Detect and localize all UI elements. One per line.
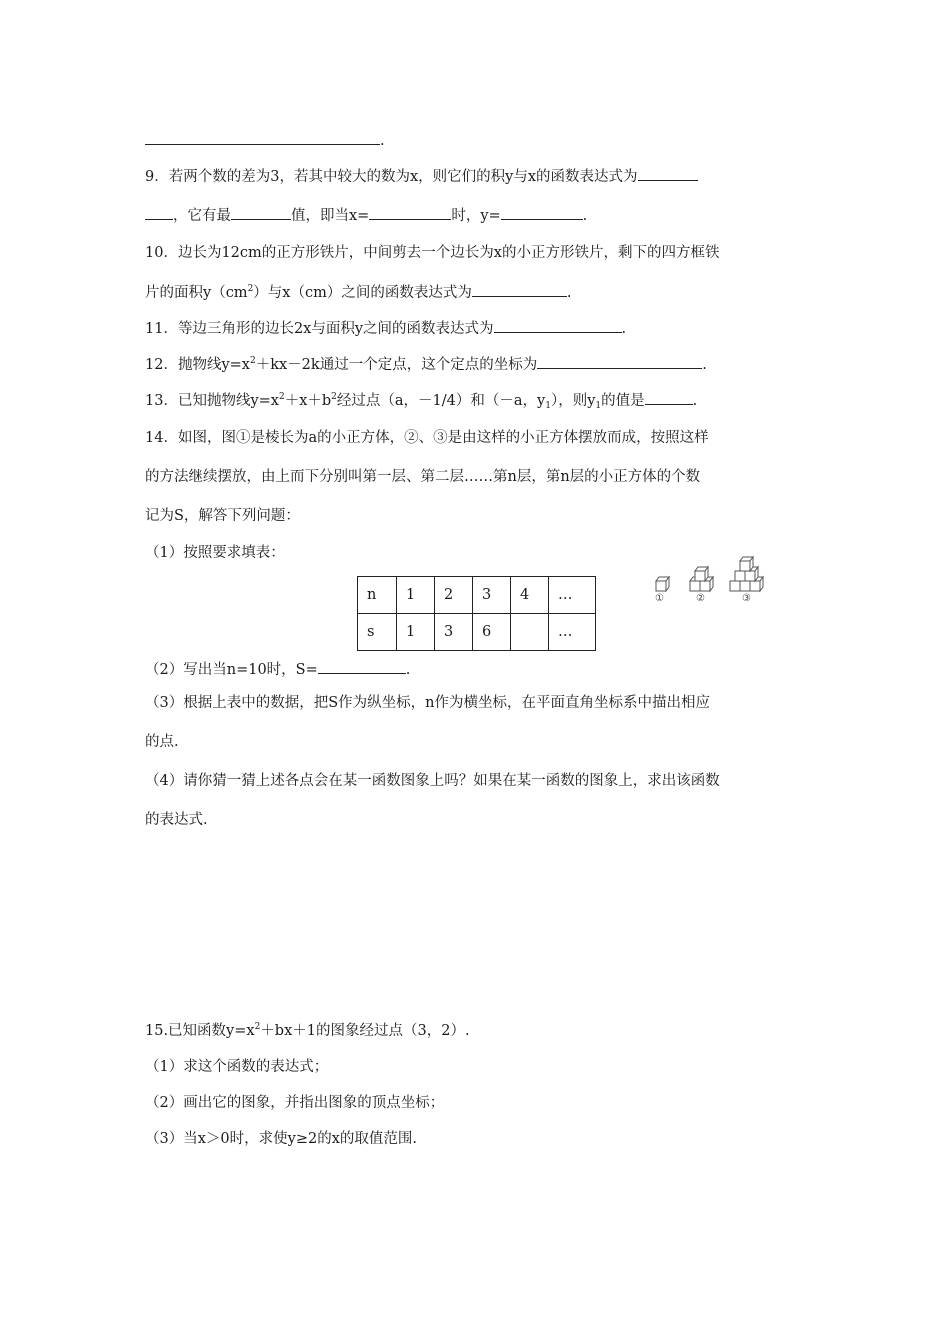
question-14-part-4-line-2: 的表达式. <box>145 812 208 828</box>
table-cell: … <box>549 614 596 651</box>
answer-blank[interactable] <box>318 659 406 674</box>
question-14-part-1: （1）按照要求填表： <box>145 545 285 561</box>
question-15-part-1: （1）求这个函数的表达式； <box>145 1059 329 1075</box>
question-14-line-3: 记为S，解答下列问题： <box>145 508 300 524</box>
answer-blank[interactable] <box>494 318 622 333</box>
question-10-line-1: 10．边长为12cm的正方形铁片，中间剪去一个边长为x的小正方形铁片，剩下的四方框铁 <box>145 245 720 261</box>
table-cell: … <box>549 577 596 614</box>
question-14-part-3-line-2: 的点. <box>145 734 179 750</box>
answer-blank[interactable] <box>645 390 693 405</box>
table-row <box>358 614 596 651</box>
question-15-part-2: （2）画出它的图象，并指出图象的顶点坐标； <box>145 1095 445 1111</box>
question-13: 13．已知抛物线$y=x^2+x+b^2$经过点（a，－1/4）和（－a，$y_1$），则$y_1$的值是 . <box>145 392 698 411</box>
table-cell: 3 <box>473 577 511 614</box>
question-14-line-1: 14．如图，图①是棱长为a的小正方体，②、③是由这样的小正方体摆放而成，按照这样 <box>145 430 709 446</box>
fill-in-table <box>357 576 596 651</box>
question-9-line-1: 9．若两个数的差为3，若其中较大的数为x，则它们的积y与x的函数表达式为 <box>145 166 698 187</box>
table-cell: 1 <box>397 614 435 651</box>
table-row <box>358 577 596 614</box>
question-10-line-2: 片的面积$y(cm^2)$与x（cm）之间的函数表达式为 . <box>145 284 572 301</box>
answer-blank[interactable] <box>145 205 173 220</box>
figure-label-2: ② <box>696 593 705 604</box>
question-14-line-2: 的方法继续摆放，由上而下分别叫第一层、第二层……第n层，第n层的小正方体的个数 <box>145 469 701 485</box>
cube-icon <box>730 557 763 591</box>
table-cell: 3 <box>435 614 473 651</box>
question-15: 15.已知函数$y=x^2+bx+1$的图象经过点（3，2）. <box>145 1022 470 1039</box>
table-cell: n <box>358 577 397 614</box>
table-cell: 6 <box>473 614 511 651</box>
table-cell-empty[interactable] <box>511 614 549 651</box>
question-15-part-3: （3）当x＞0时，求使y≥2的x的取值范围. <box>145 1131 417 1147</box>
question-14-part-2: （2）写出当n=10时，S= . <box>145 659 410 680</box>
answer-blank[interactable] <box>537 354 702 369</box>
table-cell: 2 <box>435 577 473 614</box>
answer-blank[interactable] <box>472 282 567 297</box>
question-11: 11．等边三角形的边长2x与面积y之间的函数表达式为 . <box>145 318 626 339</box>
cube-icon <box>690 567 713 591</box>
question-12: 12．抛物线$y=x^2+kx-2k$通过一个定点，这个定点的坐标为 . <box>145 356 707 373</box>
answer-blank[interactable] <box>501 205 583 220</box>
answer-blank[interactable] <box>369 205 451 220</box>
cube-stack-figure <box>650 555 770 610</box>
question-9-line-2: ，它有最 值，即当x= 时，y= . <box>145 205 587 226</box>
table-cell: 4 <box>511 577 549 614</box>
answer-blank[interactable] <box>638 166 698 181</box>
table-cell: s <box>358 614 397 651</box>
cube-icon <box>656 577 669 591</box>
q8-answer-line: . <box>145 130 385 151</box>
question-14-part-4-line-1: （4）请你猜一猜上述各点会在某一函数图象上吗？如果在某一函数的图象上，求出该函数 <box>145 773 720 789</box>
figure-label-3: ③ <box>742 593 751 604</box>
answer-blank[interactable] <box>145 130 380 145</box>
question-14-part-3-line-1: （3）根据上表中的数据，把S作为纵坐标，n作为横坐标，在平面直角坐标系中描出相应 <box>145 695 710 711</box>
figure-label-1: ① <box>655 593 664 604</box>
table-cell: 1 <box>397 577 435 614</box>
answer-blank[interactable] <box>231 205 291 220</box>
